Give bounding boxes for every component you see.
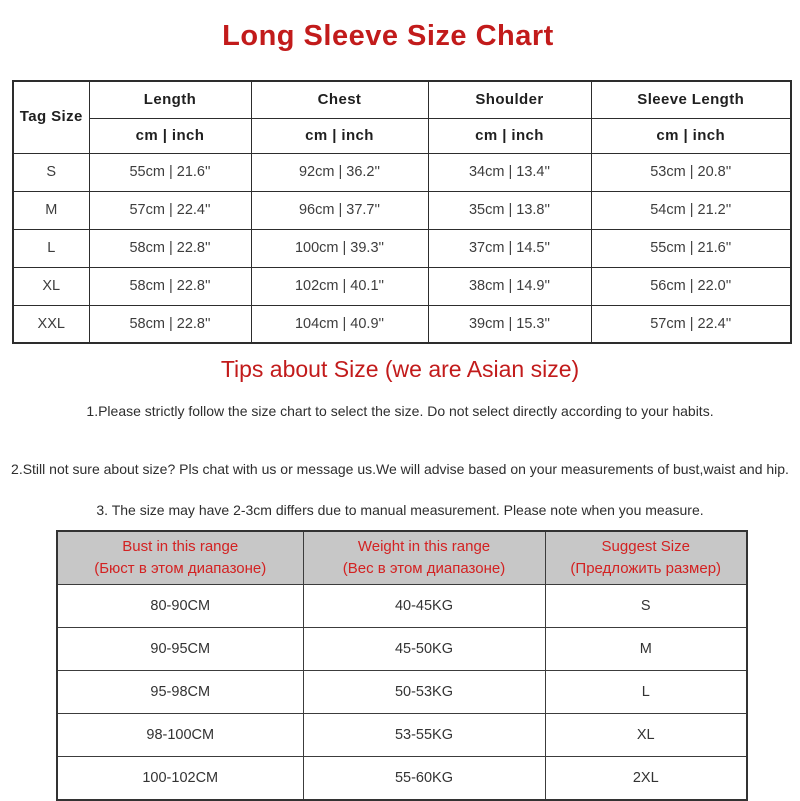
header-weight-ru: (Вес в этом диапазоне): [342, 560, 506, 577]
size-cell: XXL: [13, 305, 89, 343]
suggest-size-cell: S: [545, 585, 747, 628]
suggest-size-table: [56, 530, 748, 801]
header-bust-ru: (Бюст в этом диапазоне): [94, 560, 267, 577]
shoulder-cell: 38cm | 14.9'': [428, 267, 591, 305]
length-cell: 57cm | 22.4'': [89, 191, 251, 229]
sleeve-cell: 55cm | 21.6'': [591, 229, 791, 267]
suggest-row-2xl: [57, 757, 747, 801]
suggest-row-l: [57, 671, 747, 714]
tip-item-1: 1.Please strictly follow the size chart to select the size. Do not select directly according to your habits.: [86, 403, 714, 419]
size-row-xxl: [13, 305, 791, 343]
length-cell: 58cm | 22.8'': [89, 229, 251, 267]
size-row-s: [13, 153, 791, 191]
column-header-bust: [57, 531, 303, 585]
weight-cell: 50-53KG: [303, 671, 545, 714]
shoulder-cell: 37cm | 14.5'': [428, 229, 591, 267]
tag-size-header: Tag Size: [13, 81, 89, 153]
suggest-header-row: [57, 531, 747, 585]
column-header-sleeve-length: Sleeve Length: [591, 81, 791, 118]
length-cell: 58cm | 22.8'': [89, 267, 251, 305]
size-cell: XL: [13, 267, 89, 305]
shoulder-cell: 34cm | 13.4'': [428, 153, 591, 191]
size-cell: L: [13, 229, 89, 267]
header-suggest-en: Suggest Size: [601, 538, 690, 556]
unit-label: cm | inch: [428, 118, 591, 153]
size-row-m: [13, 191, 791, 229]
chest-cell: 100cm | 39.3'': [251, 229, 428, 267]
column-header-chest: Chest: [251, 81, 428, 118]
sleeve-cell: 54cm | 21.2'': [591, 191, 791, 229]
suggest-size-cell: L: [545, 671, 747, 714]
chest-cell: 92cm | 36.2'': [251, 153, 428, 191]
weight-cell: 45-50KG: [303, 628, 545, 671]
header-weight-en: Weight in this range: [357, 538, 491, 556]
length-cell: 58cm | 22.8'': [89, 305, 251, 343]
unit-label: cm | inch: [89, 118, 251, 153]
chest-cell: 104cm | 40.9'': [251, 305, 428, 343]
bust-cell: 100-102CM: [57, 757, 303, 801]
bust-cell: 80-90CM: [57, 585, 303, 628]
column-header-weight: [303, 531, 545, 585]
weight-cell: 53-55KG: [303, 714, 545, 757]
column-header-length: Length: [89, 81, 251, 118]
suggest-size-cell: XL: [545, 714, 747, 757]
size-chart-unit-row: [13, 118, 791, 153]
shoulder-cell: 39cm | 15.3'': [428, 305, 591, 343]
column-header-suggest-size: [545, 531, 747, 585]
size-cell: S: [13, 153, 89, 191]
suggest-size-cell: 2XL: [545, 757, 747, 801]
sleeve-cell: 57cm | 22.4'': [591, 305, 791, 343]
length-cell: 55cm | 21.6'': [89, 153, 251, 191]
weight-cell: 55-60KG: [303, 757, 545, 801]
unit-label: cm | inch: [251, 118, 428, 153]
sleeve-cell: 56cm | 22.0'': [591, 267, 791, 305]
suggest-size-cell: M: [545, 628, 747, 671]
shoulder-cell: 35cm | 13.8'': [428, 191, 591, 229]
size-row-l: [13, 229, 791, 267]
tip-item-3: 3. The size may have 2-3cm differs due to manual measurement. Please note when you measure.: [96, 502, 704, 518]
tip-item-2: 2.Still not sure about size? Pls chat with us or message us.We will advise based on your measurements of bust,waist and hip.: [11, 461, 789, 477]
bust-cell: 98-100CM: [57, 714, 303, 757]
tips-heading: Tips about Size (we are Asian size): [220, 356, 580, 382]
header-suggest-ru: (Предложить размер): [570, 560, 722, 577]
page-title: Long Sleeve Size Chart: [222, 20, 554, 52]
sleeve-cell: 53cm | 20.8'': [591, 153, 791, 191]
size-cell: M: [13, 191, 89, 229]
suggest-row-m: [57, 628, 747, 671]
chest-cell: 102cm | 40.1'': [251, 267, 428, 305]
header-bust-en: Bust in this range: [122, 538, 239, 556]
size-chart-header-row: [13, 81, 791, 118]
suggest-row-xl: [57, 714, 747, 757]
size-chart-table: [12, 80, 792, 344]
size-row-xl: [13, 267, 791, 305]
bust-cell: 95-98CM: [57, 671, 303, 714]
chest-cell: 96cm | 37.7'': [251, 191, 428, 229]
suggest-row-s: [57, 585, 747, 628]
unit-label: cm | inch: [591, 118, 791, 153]
weight-cell: 40-45KG: [303, 585, 545, 628]
bust-cell: 90-95CM: [57, 628, 303, 671]
column-header-shoulder: Shoulder: [428, 81, 591, 118]
